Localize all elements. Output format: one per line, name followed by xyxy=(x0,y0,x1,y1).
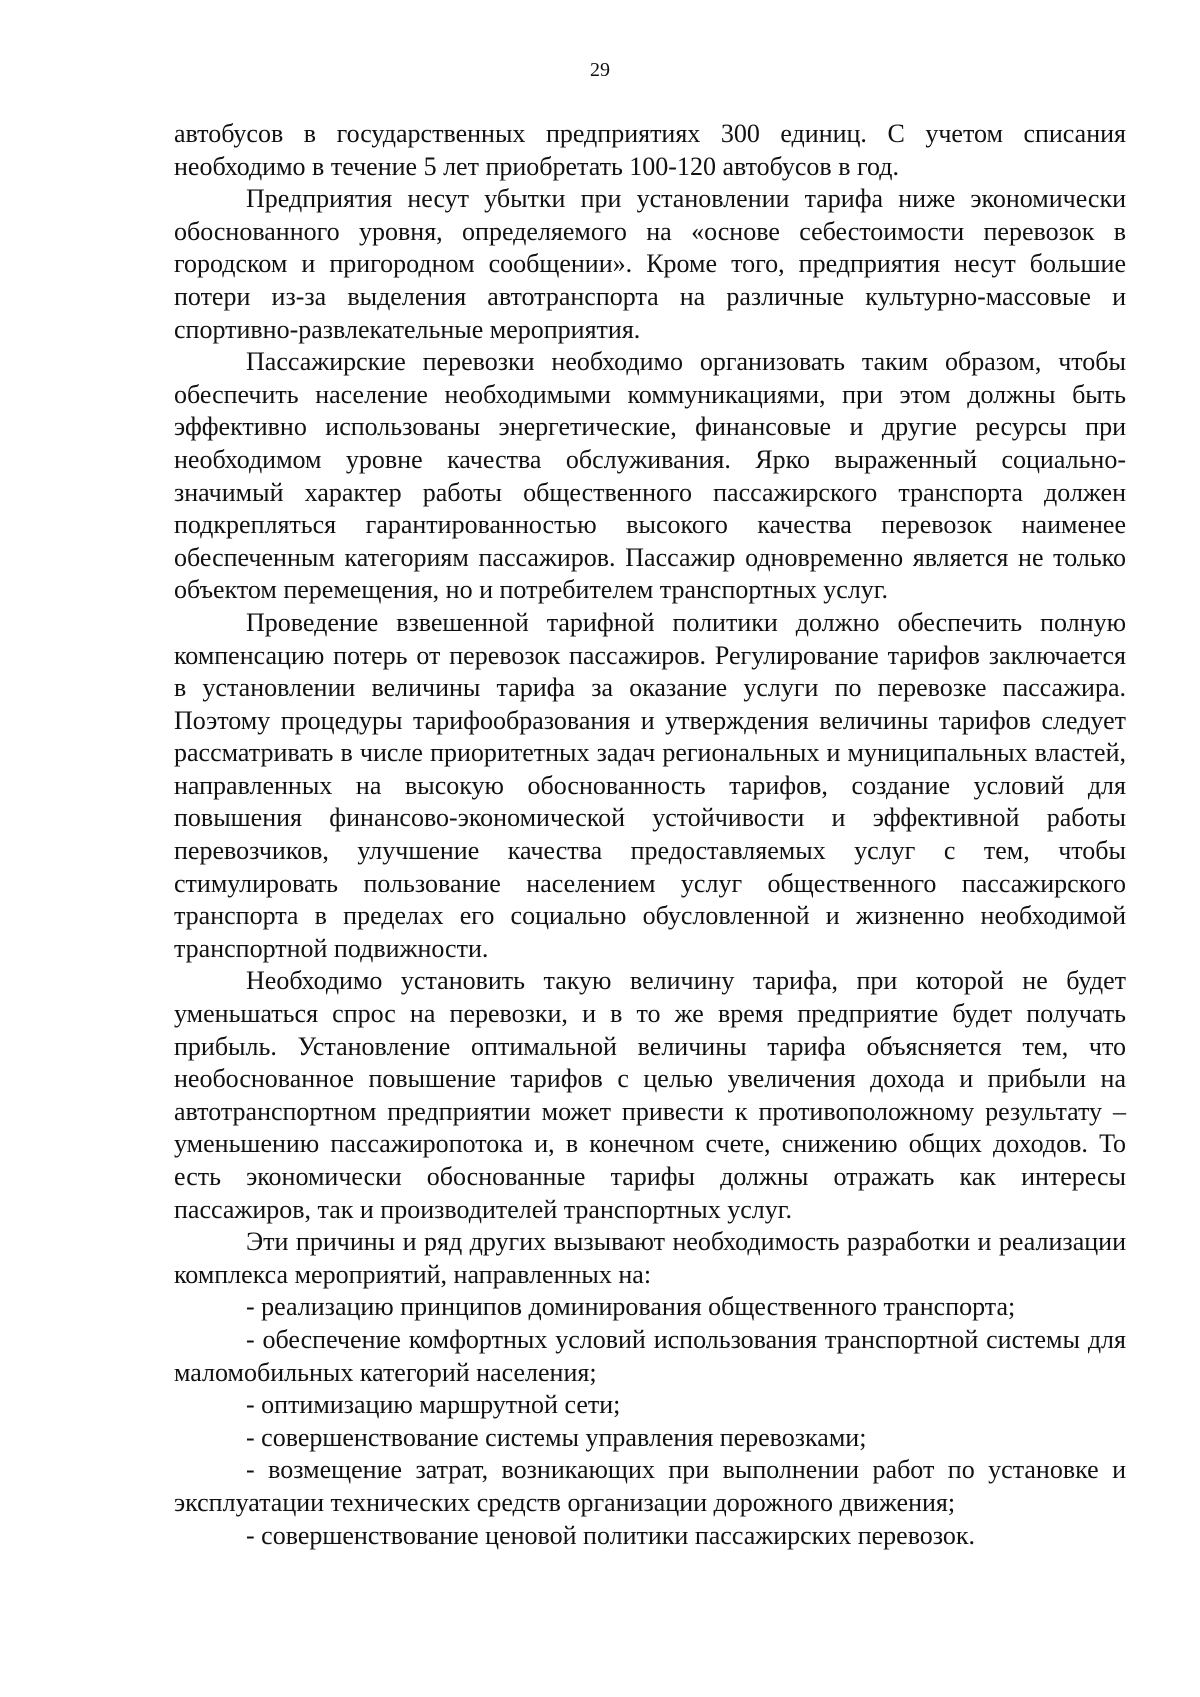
list-item: - обеспечение комфортных условий использования транспортной системы для маломобильных категорий населения; xyxy=(174,1324,1126,1387)
list-item: - совершенствование системы управления перевозками; xyxy=(246,1422,867,1452)
list-item: - реализацию принципов доминирования общественного транспорта; xyxy=(246,1292,1016,1322)
paragraph: Предприятия несут убытки при установлении тарифа ниже экономически обоснованного уровня, определяемого на «основе себестоимости перевозок в городском и пригородном сообщении». Кроме того, предприятия несут большие потери из-за выделения автотранспорта на различные культурно-массовые и спортивно-развлекательные мероприятия. xyxy=(174,184,1126,344)
paragraph: Проведение взвешенной тарифной политики должно обеспечить полную компенсацию потерь от перевозок пассажиров. Регулирование тарифов заключается в установлении величины тарифа за оказание услуги по перевозке пассажира. Поэтому процедуры тарифообразования и утверждения величины тарифов следует рассматривать в числе приоритетных задач региональных и муниципальных властей, направленных на высокую обоснованность тарифов, создание условий для повышения финансово-экономической устойчивости и эффективной работы перевозчиков, улучшение качества предоставляемых услуг с тем, чтобы стимулировать пользование населением услуг общественного пассажирского транспорта в пределах его социально обусловленной и жизненно необходимой транспортной подвижности. xyxy=(174,607,1126,963)
paragraph: Эти причины и ряд других вызывают необходимость разработки и реализации комплекса мероприятий, направленных на: xyxy=(174,1227,1126,1289)
list-item: - оптимизацию маршрутной сети; xyxy=(246,1390,621,1420)
page-number: 29 xyxy=(590,59,610,81)
document-body xyxy=(174,118,1126,1552)
list-item: - возмещение затрат, возникающих при выполнении работ по установке и эксплуатации технических средств организации дорожного движения; xyxy=(174,1455,1126,1517)
paragraph-continuation: автобусов в государственных предприятиях 300 единиц. С учетом списания необходимо в течение 5 лет приобретать 100-120 автобусов в год. xyxy=(174,119,1126,181)
paragraph: Пассажирские перевозки необходимо организовать таким образом, чтобы обеспечить население необходимыми коммуникациями, при этом должны быть эффективно использованы энергетические, финансовые и другие ресурсы при необходимом уровне качества обслуживания. Ярко выраженный социально-значимый характер работы общественного пассажирского транспорта должен подкрепляться гарантированностью высокого качества перевозок наименее обеспеченным категориям пассажиров. Пассажир одновременно является не только объектом перемещения, но и потребителем транспортных услуг. xyxy=(174,347,1126,605)
list-item: - совершенствование ценовой политики пассажирских перевозок. xyxy=(246,1520,976,1550)
paragraph: Необходимо установить такую величину тарифа, при которой не будет уменьшаться спрос на перевозки, и в то же время предприятие будет получать прибыль. Установление оптимальной величины тарифа объясняется тем, что необоснованное повышение тарифов с целью увеличения дохода и прибыли на автотранспортном предприятии может привести к противоположному результату – уменьшению пассажиропотока и, в конечном счете, снижению общих доходов. То есть экономически обоснованные тарифы должны отражать как интересы пассажиров, так и производителей транспортных услуг. xyxy=(174,966,1126,1224)
